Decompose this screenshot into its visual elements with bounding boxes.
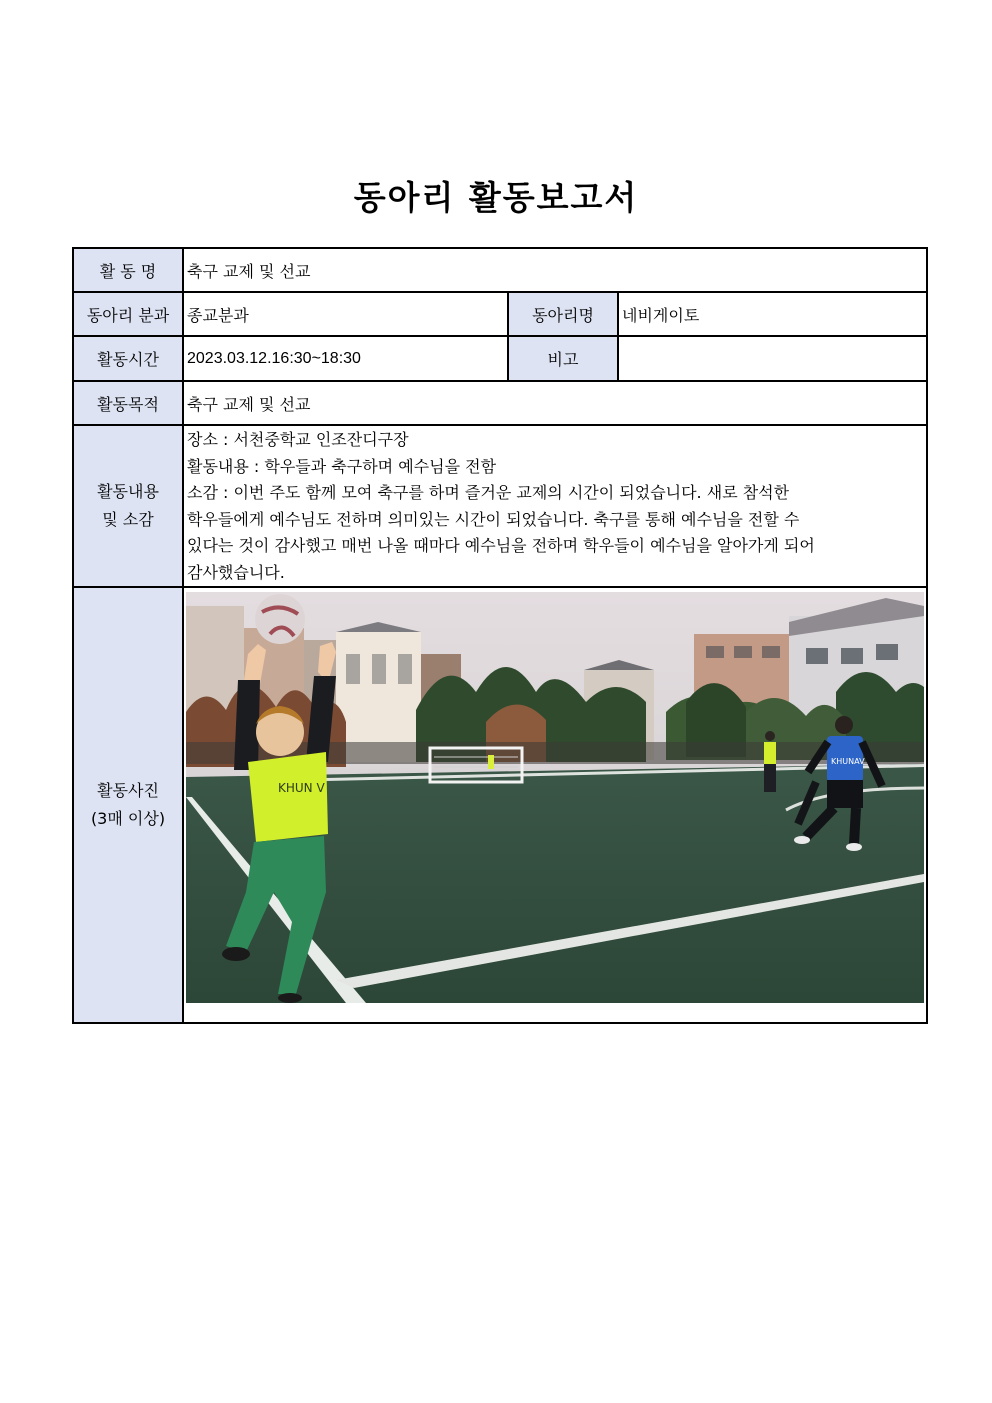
content-label [73,425,183,587]
photo-label [73,587,183,1023]
row-club-info [73,292,927,336]
activity-photo [186,592,924,1003]
row-activity-time [73,336,927,381]
row-photo [73,587,927,1023]
vest-text-1: KHUN V [278,781,325,795]
row-content [73,425,927,587]
row-activity-name [73,248,927,292]
report-table [72,247,928,1024]
club-name-label: 동아리명 [508,292,618,336]
content-label-line1: 활동내용 [97,482,159,501]
club-division-value: 종교분과 [183,292,508,336]
activity-name-label: 활 동 명 [73,248,183,292]
club-division-label: 동아리 분과 [73,292,183,336]
content-line: 소감 : 이번 주도 함께 모여 축구를 하며 즐거운 교제의 시간이 되었습니다. 새로 참석한 [187,483,790,502]
content-line: 있다는 것이 감사했고 매번 나올 때마다 예수님을 전하며 학우들이 예수님을 알아가게 되어 [187,536,815,555]
content-line: 학우들에게 예수님도 전하며 의미있는 시간이 되었습니다. 축구를 통해 예수님을 전할 수 [187,509,800,529]
content-label-line2: 및 소감 [102,510,154,529]
content-line: 장소 : 서천중학교 인조잔디구장 [187,430,409,449]
page-title: 동아리 활동보고서 [353,178,639,217]
photo-label-line2: (3매 이상) [90,809,166,828]
club-name-value: 네비게이토 [618,292,927,336]
content-line: 활동내용 : 학우들과 축구하며 예수님을 전함 [187,456,497,476]
content-value [183,425,927,587]
photo-label-line1: 활동사진 [97,781,159,800]
photo-cell [183,587,927,1023]
activity-time-value: 2023.03.12.16:30~18:30 [183,336,508,381]
activity-time-label: 활동시간 [73,336,183,381]
vest-text-2: KHUNAV [831,757,865,766]
remarks-label: 비고 [508,336,618,381]
content-line: 감사했습니다. [187,562,285,582]
purpose-label: 활동목적 [73,381,183,425]
purpose-value: 축구 교제 및 선교 [183,381,927,425]
row-purpose [73,381,927,425]
remarks-value [618,336,927,381]
activity-name-value: 축구 교제 및 선교 [183,248,927,292]
